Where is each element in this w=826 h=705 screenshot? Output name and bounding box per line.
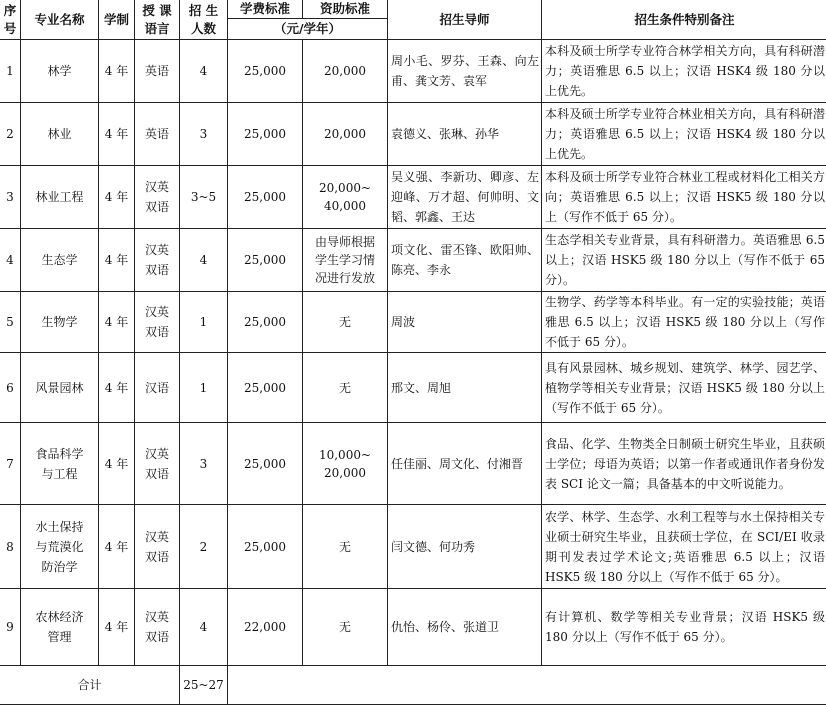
notes-cell: 本科及硕士所学专业符合林业工程或材料化工相关方向；英语雅思 6.5 以上；汉语 HSK5 级 180 分以上（写作不低于 65 分）。: [542, 166, 826, 229]
quota-cell: 4: [180, 40, 228, 103]
duration-cell: 4 年: [99, 353, 135, 423]
major-cell: 风景园林: [21, 353, 99, 423]
header-tuition: 学费标准: [228, 0, 303, 19]
header-notes: 招生条件特别备注: [542, 0, 826, 40]
seq-cell: 4: [0, 229, 21, 292]
major-cell: 水土保持 与荒漠化 防治学: [21, 505, 99, 589]
notes-cell: 本科及硕士所学专业符合林学相关方向，具有科研潜力；英语雅思 6.5 以上；汉语 HSK4 级 180 分以上优先。: [542, 40, 826, 103]
funding-cell: 无: [303, 353, 388, 423]
header-seq: 序 号: [0, 0, 21, 40]
tuition-cell: 25,000: [228, 423, 303, 505]
supervisors-cell: 袁德义、张琳、孙华: [388, 103, 542, 166]
funding-cell: 10,000~ 20,000: [303, 423, 388, 505]
supervisors-cell: 闫文德、何功秀: [388, 505, 542, 589]
seq-cell: 7: [0, 423, 21, 505]
major-cell: 食品科学 与工程: [21, 423, 99, 505]
notes-cell: 生态学相关专业背景，具有科研潜力。英语雅思 6.5 以上；汉语 HSK5 级 180 分以上（写作不低于 65 分）。: [542, 229, 826, 292]
language-cell: 汉英 双语: [135, 166, 180, 229]
table-row: [0, 423, 826, 505]
seq-cell: 5: [0, 292, 21, 353]
total-row: [0, 666, 826, 705]
tuition-cell: 25,000: [228, 505, 303, 589]
table-row: [0, 103, 826, 166]
quota-cell: 3: [180, 423, 228, 505]
quota-cell: 1: [180, 292, 228, 353]
tuition-cell: 25,000: [228, 353, 303, 423]
seq-cell: 6: [0, 353, 21, 423]
funding-cell: 无: [303, 292, 388, 353]
funding-cell: 由导师根据 学生学习情 况进行发放: [303, 229, 388, 292]
duration-cell: 4 年: [99, 229, 135, 292]
notes-cell: 食品、化学、生物类全日制硕士研究生毕业，且获硕士学位；母语为英语；以第一作者或通讯作者身份发表 SCI 论文一篇；具备基本的中文听说能力。: [542, 423, 826, 505]
supervisors-cell: 吴义强、李新功、卿彦、左迎峰、万才超、何帅明、文韬、郭鑫、王达: [388, 166, 542, 229]
supervisors-cell: 项文化、雷丕锋、欧阳帅、陈亮、李永: [388, 229, 542, 292]
header-language: 授 课 语言: [135, 0, 180, 40]
table-row: [0, 40, 826, 103]
notes-cell: 生物学、药学等本科毕业。有一定的实验技能；英语雅思 6.5 以上；汉语 HSK5 级 180 分以上（写作不低于 65 分）。: [542, 292, 826, 353]
table-row: [0, 229, 826, 292]
duration-cell: 4 年: [99, 423, 135, 505]
major-cell: 林学: [21, 40, 99, 103]
quota-cell: 4: [180, 229, 228, 292]
language-cell: 英语: [135, 103, 180, 166]
header-funding: 资助标准: [303, 0, 388, 19]
quota-cell: 4: [180, 589, 228, 666]
header-quota: 招 生 人数: [180, 0, 228, 40]
funding-cell: 20,000: [303, 103, 388, 166]
duration-cell: 4 年: [99, 166, 135, 229]
table-row: [0, 589, 826, 666]
tuition-cell: 25,000: [228, 40, 303, 103]
language-cell: 汉英 双语: [135, 589, 180, 666]
language-cell: 汉英 双语: [135, 292, 180, 353]
duration-cell: 4 年: [99, 40, 135, 103]
header-major: 专业名称: [21, 0, 99, 40]
notes-cell: 农学、林学、生态学、水利工程等与水土保持相关专业硕士研究生毕业，且获硕士学位，在 SCI/EI 收录期刊发表过学术论文;英语雅思 6.5 以上；汉语 HSK5 级 180 分以上（写作不低于 65 分）。: [542, 505, 826, 589]
notes-cell: 具有风景园林、城乡规划、建筑学、林学、园艺学、植物学等相关专业背景；汉语 HSK5 级 180 分以上（写作不低于 65 分）。: [542, 353, 826, 423]
table-row: [0, 166, 826, 229]
notes-cell: 有计算机、数学等相关专业背景；汉语 HSK5 级 180 分以上（写作不低于 65 分）。: [542, 589, 826, 666]
duration-cell: 4 年: [99, 103, 135, 166]
language-cell: 汉英 双语: [135, 229, 180, 292]
header-duration: 学制: [99, 0, 135, 40]
tuition-cell: 25,000: [228, 292, 303, 353]
duration-cell: 4 年: [99, 589, 135, 666]
major-cell: 生物学: [21, 292, 99, 353]
seq-cell: 8: [0, 505, 21, 589]
supervisors-cell: 任佳丽、周文化、付湘晋: [388, 423, 542, 505]
quota-cell: 3: [180, 103, 228, 166]
funding-cell: 无: [303, 505, 388, 589]
table-row: [0, 292, 826, 353]
funding-cell: 无: [303, 589, 388, 666]
language-cell: 汉英 双语: [135, 505, 180, 589]
header-supervisors: 招生导师: [388, 0, 542, 40]
total-quota: 25~27: [180, 666, 228, 705]
header-unit: （元/学年）: [228, 19, 388, 40]
language-cell: 汉英 双语: [135, 423, 180, 505]
supervisors-cell: 周小毛、罗芬、王森、向左甫、龚文芳、袁军: [388, 40, 542, 103]
tuition-cell: 22,000: [228, 589, 303, 666]
funding-cell: 20,000: [303, 40, 388, 103]
quota-cell: 3~5: [180, 166, 228, 229]
seq-cell: 3: [0, 166, 21, 229]
tuition-cell: 25,000: [228, 166, 303, 229]
major-cell: 农林经济 管理: [21, 589, 99, 666]
major-cell: 林业工程: [21, 166, 99, 229]
total-empty: [228, 666, 826, 705]
table-row: [0, 353, 826, 423]
language-cell: 汉语: [135, 353, 180, 423]
duration-cell: 4 年: [99, 292, 135, 353]
tuition-cell: 25,000: [228, 103, 303, 166]
supervisors-cell: 仇怡、杨伶、张道卫: [388, 589, 542, 666]
seq-cell: 1: [0, 40, 21, 103]
total-label: 合计: [0, 666, 180, 705]
seq-cell: 9: [0, 589, 21, 666]
header-row-1: [0, 0, 826, 19]
quota-cell: 2: [180, 505, 228, 589]
supervisors-cell: 周波: [388, 292, 542, 353]
funding-cell: 20,000~ 40,000: [303, 166, 388, 229]
major-cell: 生态学: [21, 229, 99, 292]
language-cell: 英语: [135, 40, 180, 103]
seq-cell: 2: [0, 103, 21, 166]
quota-cell: 1: [180, 353, 228, 423]
major-cell: 林业: [21, 103, 99, 166]
notes-cell: 本科及硕士所学专业符合林业相关方向，具有科研潜力；英语雅思 6.5 以上；汉语 HSK4 级 180 分以上优先。: [542, 103, 826, 166]
table-row: [0, 505, 826, 589]
tuition-cell: 25,000: [228, 229, 303, 292]
duration-cell: 4 年: [99, 505, 135, 589]
supervisors-cell: 邢文、周旭: [388, 353, 542, 423]
